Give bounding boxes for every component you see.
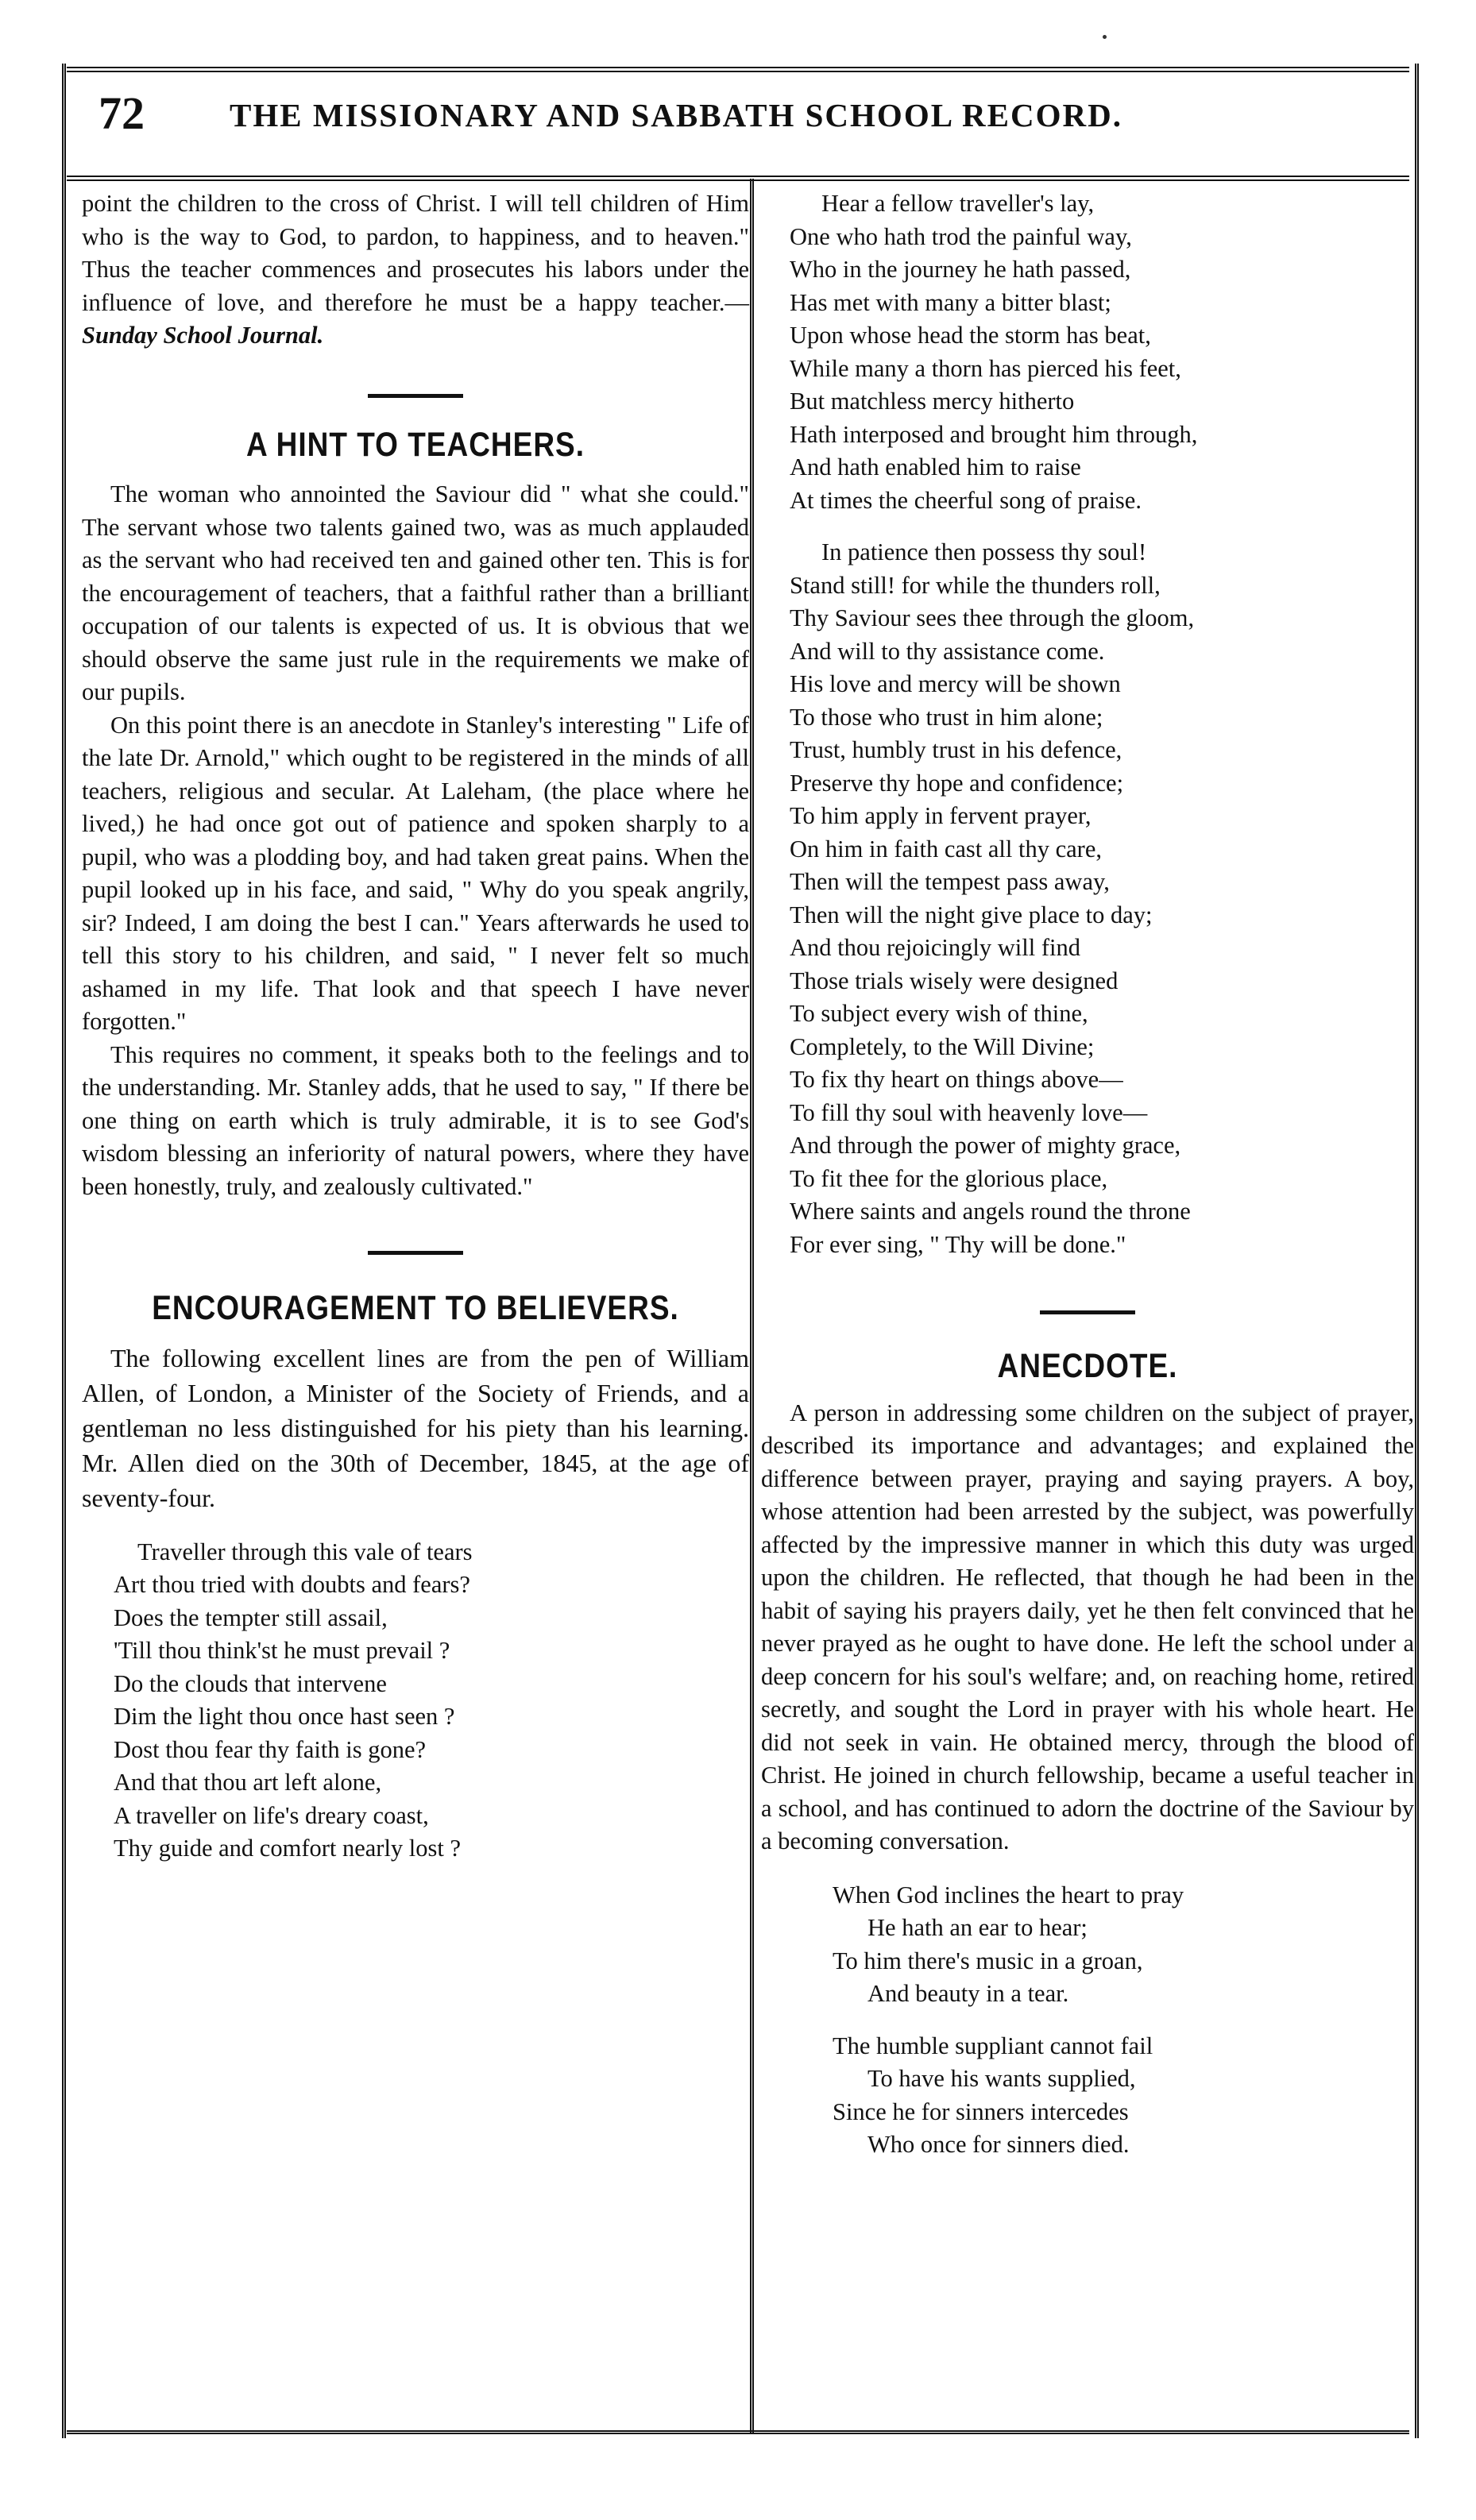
hint-paragraph-2: On this point there is an anecdote in Stanley's interesting " Life of the late Dr. Arnold," which ought to be registered in the minds of all teachers, religious and secular. At Laleham, (the place where he lived,) he had once got out of patience and spoken sharply to a pupil, who was a plodding boy, and had taken great pains. When the pupil looked up in his face, and said, " Why do you speak angrily, sir? Indeed, I am doing the best I can." Years afterwards he used to tell this story to his children, and said, " I never felt so much ashamed in my life. That look and that speech I have never forgotten." (82, 711, 749, 1035)
running-title: THE MISSIONARY AND SABBATH SCHOOL RECORD. (230, 97, 1122, 133)
verse-line: Completely, to the Will Divine; (790, 1032, 1095, 1060)
verse-line: Stand still! for while the thunders roll, (790, 571, 1161, 599)
verse-line: Thy guide and comfort nearly lost ? (114, 1835, 462, 1862)
verse-line: To subject every wish of thine, (790, 1000, 1088, 1027)
verse-line: Where saints and angels round the throne (790, 1198, 1191, 1225)
verse-line: But matchless mercy hitherto (790, 388, 1075, 415)
poem-stanza-1 (761, 187, 1414, 517)
verse-line: Who once for sinners died. (867, 2131, 1130, 2158)
verse-line: And beauty in a tear. (867, 1980, 1069, 2007)
verse-line: To him apply in fervent prayer, (790, 802, 1092, 829)
verse-line: Then will the night give place to day; (790, 901, 1153, 928)
verse-line: To fill thy soul with heavenly love— (790, 1098, 1148, 1126)
verse-line: To have his wants supplied, (867, 2065, 1136, 2092)
page-header (67, 67, 1409, 181)
hint-paragraph-1: The woman who annointed the Saviour did " what she could." The servant whose two talents gained two, was as much applauded as the servant who had received ten and gained other ten. This is for the encouragement of teachers, that a faithful rather than a brilliant occupation of our talents is expected of us. It is obvious that we should observe the same just rule in the requirements we make of our pupils. (82, 480, 749, 705)
verse-line: Then will the tempest pass away, (790, 868, 1110, 895)
verse-line: To fit thee for the glorious place, (790, 1164, 1108, 1192)
verse-line: When God inclines the heart to pray (833, 1881, 1184, 1908)
anecdote-stanza-2 (761, 2030, 1414, 2162)
verse-line: 'Till thou think'st he must prevail ? (114, 1637, 450, 1664)
verse-line: The humble suppliant cannot fail (833, 2032, 1153, 2059)
anecdote-stanza-1 (761, 1879, 1414, 2011)
verse-line: Dost thou fear thy faith is gone? (114, 1735, 427, 1763)
heading-encouragement: ENCOURAGEMENT TO BELIEVERS. (152, 1288, 679, 1327)
encouragement-verse (82, 1536, 749, 1866)
verse-line: His love and mercy will be shown (790, 670, 1121, 697)
verse-line: Thy Saviour sees thee through the gloom, (790, 604, 1195, 631)
verse-line: And thou rejoicingly will find (790, 934, 1080, 961)
verse-line: For ever sing, " Thy will be done." (790, 1230, 1126, 1258)
verse-line: Has met with many a bitter blast; (790, 288, 1111, 316)
verse-line: Do the clouds that intervene (114, 1669, 387, 1697)
verse-line: And that thou art left alone, (114, 1769, 382, 1796)
verse-line: And hath enabled him to raise (790, 453, 1081, 480)
verse-line: At times the cheerful song of praise. (790, 486, 1142, 514)
verse-line: Hath interposed and brought him through, (790, 420, 1198, 448)
poem-stanza-2 (761, 536, 1414, 1261)
encouragement-paragraph: The following excellent lines are from the pen of William Allen, of London, a Minister of the Society of Friends, and a gentleman no less distinguished for his piety than his learning. Mr. Allen died on the 30th of December, 1845, at the age of seventy-four. (82, 1343, 749, 1512)
verse-line: Art thou tried with doubts and fears? (114, 1571, 470, 1598)
heading-anecdote: ANECDOTE. (997, 1346, 1178, 1385)
verse-line: Since he for sinners intercedes (833, 2097, 1129, 2125)
anecdote-paragraph: A person in addressing some children on the subject of prayer, described its importance and advantages; and explained the difference between prayer, praying and saying prayers. A boy, whose attention had been arrested by the subject, was powerfully affected by the impressive manner in which this duty was urged upon the children. He reflected, that though he had been in the habit of saying his prayers daily, yet he then felt convinced that he never prayed as he ought to have done. He left the school under a deep concern for his soul's welfare; and, on reaching home, retired secretly, and sought the Lord in prayer with his whole heart. He did not seek in vain. He obtained mercy, through the blood of Christ. He joined in church fellowship, became a useful teacher in a school, and has continued to adorn the doctrine of the Saviour by a becoming conversation. (761, 1399, 1414, 1854)
column-divider (750, 179, 754, 2434)
verse-line: To him there's music in a groan, (833, 1947, 1143, 1974)
intro-source: Sunday School Journal. (82, 322, 324, 349)
verse-line: And through the power of mighty grace, (790, 1132, 1181, 1159)
verse-line: He hath an ear to hear; (867, 1914, 1088, 1941)
verse-line: Does the tempter still assail, (114, 1603, 388, 1631)
heading-hint-to-teachers: A HINT TO TEACHERS. (245, 425, 585, 463)
right-column (761, 187, 1414, 2162)
footer-rule (67, 2430, 1409, 2434)
intro-paragraph (82, 187, 749, 353)
page-number: 72 (99, 87, 145, 139)
verse-line: Traveller through this vale of tears (137, 1538, 473, 1565)
verse-line: Trust, humbly trust in his defence, (790, 736, 1122, 763)
verse-line: On him in faith cast all thy care, (790, 835, 1102, 863)
verse-line: Preserve thy hope and confidence; (790, 769, 1124, 797)
verse-line: To those who trust in him alone; (790, 703, 1103, 731)
verse-line: Hear a fellow traveller's lay, (821, 190, 1095, 217)
ink-speck (1103, 35, 1107, 39)
verse-line: And will to thy assistance come. (790, 637, 1105, 665)
verse-line: To fix thy heart on things above— (790, 1066, 1123, 1093)
left-column (82, 187, 749, 1866)
intro-text: point the children to the cross of Christ. I will tell children of Him who is the way to God, to pardon, to happiness, and to heaven." Thus the teacher commences and prosecutes his labors under the influence of love, and therefore he must be a happy teacher.— (82, 190, 749, 316)
verse-line: One who hath trod the painful way, (790, 222, 1132, 250)
verse-line: In patience then possess thy soul! (821, 538, 1147, 565)
verse-line: Dim the light thou once hast seen ? (114, 1703, 455, 1730)
verse-line: Those trials wisely were designed (790, 967, 1119, 994)
verse-line: Who in the journey he hath passed, (790, 256, 1131, 283)
hint-paragraph-3: This requires no comment, it speaks both to the feelings and to the understanding. Mr. Stanley adds, that he used to say, " If there be one thing on earth which is truly admirable, it is to see God's wisdom blessing an inferiority of natural powers, where they have been honestly, truly, and zealously cultivated." (82, 1040, 749, 1200)
verse-line: Upon whose head the storm has beat, (790, 322, 1151, 349)
verse-line: While many a thorn has pierced his feet, (790, 354, 1181, 382)
verse-line: A traveller on life's dreary coast, (114, 1801, 429, 1829)
